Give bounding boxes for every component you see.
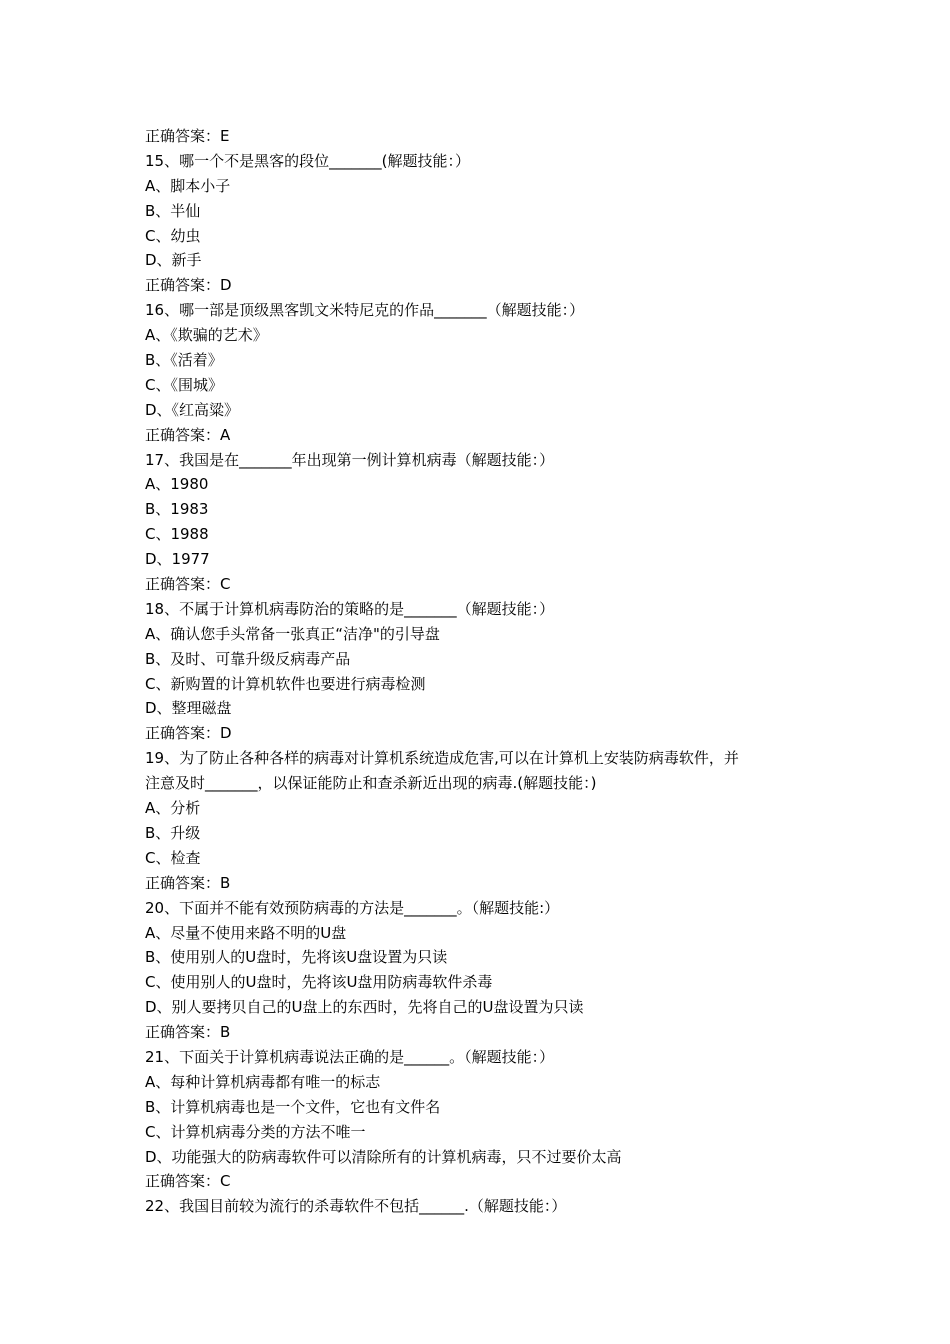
option-line: B、计算机病毒也是一个文件，它也有文件名 [145,1097,441,1116]
question-20: 20、下面并不能有效预防病毒的方法是_______。（解题技能:） [145,898,560,917]
question-17: 17、我国是在_______年出现第一例计算机病毒（解题技能：） [145,450,555,469]
option-line: C、幼虫 [145,226,201,245]
answer-line: 正确答案：D [145,724,232,743]
question-16: 16、哪一部是顶级黑客凯文米特尼克的作品_______（解题技能：） [145,301,585,320]
option-line: D、新手 [145,251,202,270]
option-line: A、尽量不使用来路不明的U盘 [145,923,347,942]
answer-line: 正确答案：C [145,1172,231,1191]
option-line: C、《围城》 [145,375,223,394]
option-line: B、使用别人的U盘时，先将该U盘设置为只读 [145,948,448,967]
answer-line: 正确答案：C [145,575,231,594]
option-line: A、脚本小子 [145,176,231,195]
answer-line: 正确答案：D [145,276,232,295]
option-line: B、半仙 [145,201,201,220]
option-line: A、分析 [145,799,201,818]
option-line: D、1977 [145,550,210,569]
option-line: C、计算机病毒分类的方法不唯一 [145,1122,366,1141]
option-line: D、整理磁盘 [145,699,232,718]
option-line: A、每种计算机病毒都有唯一的标志 [145,1072,381,1091]
option-line: A、1980 [145,475,209,494]
option-line: D、功能强大的防病毒软件可以清除所有的计算机病毒，只不过要价太高 [145,1147,622,1166]
option-line: C、使用别人的U盘时，先将该U盘用防病毒软件杀毒 [145,973,493,992]
option-line: B、及时、可靠升级反病毒产品 [145,649,351,668]
option-line: A、《欺骗的艺术》 [145,326,268,345]
question-15: 15、哪一个不是黑客的段位_______(解题技能：） [145,151,470,170]
option-line: D、《红高粱》 [145,400,240,419]
option-line: A、确认您手头常备一张真正“洁净"的引导盘 [145,624,440,643]
question-22: 22、我国目前较为流行的杀毒软件不包括______.（解题技能：） [145,1197,567,1216]
option-line: B、1983 [145,500,209,519]
answer-line: 正确答案：B [145,873,231,892]
option-line: C、新购置的计算机软件也要进行病毒检测 [145,674,426,693]
question-18: 18、不属于计算机病毒防治的策略的是_______（解题技能：） [145,599,555,618]
question-21: 21、下面关于计算机病毒说法正确的是______。（解题技能：） [145,1047,555,1066]
option-line: C、检查 [145,848,201,867]
option-line: B、《活着》 [145,351,223,370]
answer-line: 正确答案：A [145,425,231,444]
question-19-continued: 注意及时_______，以保证能防止和查杀新近出现的病毒.(解题技能：) [145,774,597,793]
option-line: D、别人要拷贝自己的U盘上的东西时，先将自己的U盘设置为只读 [145,998,584,1017]
option-line: B、升级 [145,823,201,842]
document-page [145,124,845,1219]
answer-line: 正确答案：B [145,1023,231,1042]
question-19: 19、为了防止各种各样的病毒对计算机系统造成危害,可以在计算机上安装防病毒软件，并 [145,749,739,768]
answer-line: 正确答案：E [145,127,230,145]
option-line: C、1988 [145,525,209,544]
